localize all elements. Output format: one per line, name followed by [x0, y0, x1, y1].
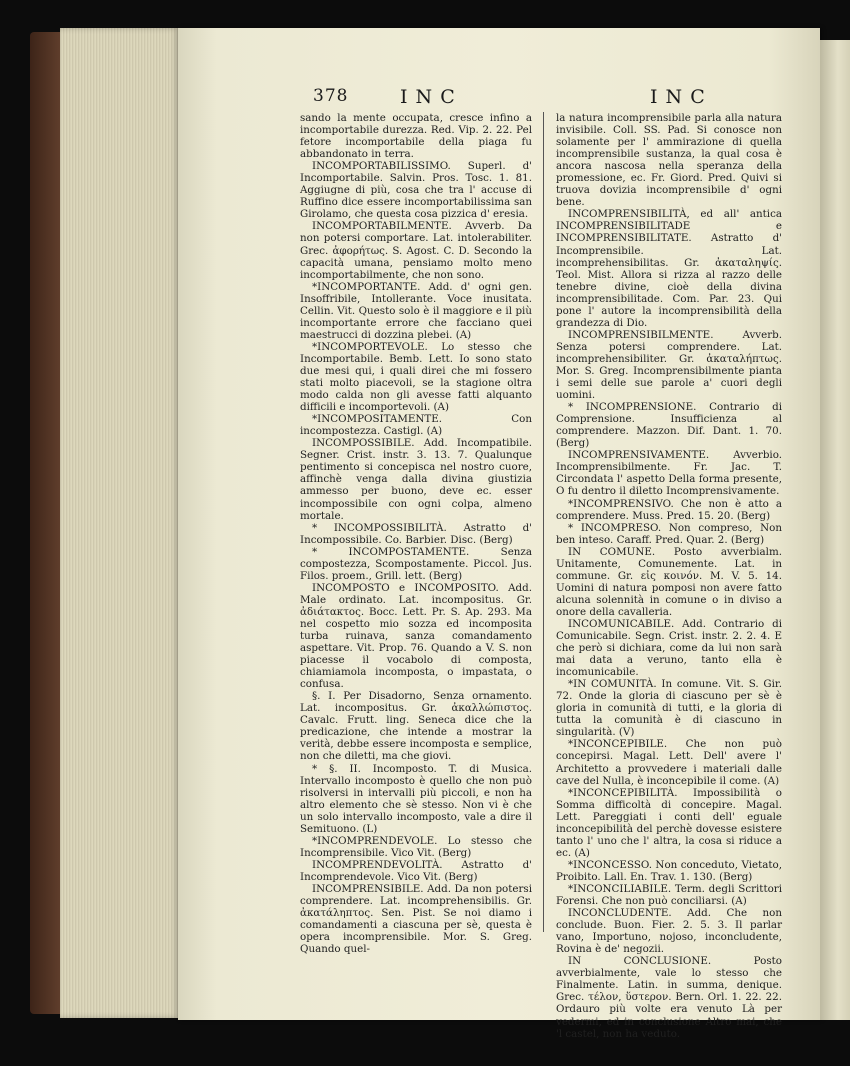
- entry-paragraph: * INCOMPOSSIBILITÀ. Astratto d' Incompossibile. Co. Barbier. Disc. (Berg): [300, 521, 532, 546]
- entry-paragraph: INCOMUNICABILE. Add. Contrario di Comunicabile. Segn. Crist. instr. 2. 2. 4. E che però si dichiara, come da lui non sarà mai data a veruno, tanto ella è incomunicabile.: [556, 617, 782, 679]
- page-number: 378: [313, 86, 349, 106]
- entry-paragraph: *INCONCEPIBILITÀ. Impossibilità o Somma difficoltà di concepire. Magal. Lett. Pareggiati i conti dell' eguale inconcepibilità del perchè dovesse esistere tanto l' uno che l' altra, la cosa si riduce a ec. (A): [556, 786, 782, 859]
- entry-paragraph: *INCONCILIABILE. Term. degli Scrittori Forensi. Che non può conciliarsi. (A): [556, 883, 782, 908]
- entry-paragraph: INCOMPRENDEVOLITÀ. Astratto d' Incomprendevole. Vico Vit. (Berg): [300, 858, 532, 883]
- entry-paragraph: INCOMPRENSIBILITÀ, ed all' antica INCOMPRENSIBILITADE e INCOMPRENSIBILITATE. Astratto d' Incomprensibile. Lat. incomprehensibilitas. Gr. ἀκαταληψίς. Teol. Mist. Allora si rizza al razzo delle tenebre divine, cioè della divina incomprensibilitade. Com. Par. 23. Qui pone l' autore la incomprensibilità della grandezza di Dio.: [556, 208, 782, 329]
- entry-paragraph: *INCOMPORTEVOLE. Lo stesso che Incomportabile. Bemb. Lett. Io sono stato due mesi qui, i quali direi che mi fossero stati molto piacevoli, se la stagione oltra modo calda non gli avesse fatti alquanto difficili e incomportevoli. (A): [300, 340, 532, 414]
- column-rule: [543, 112, 544, 932]
- left-column: [300, 112, 532, 955]
- entry-paragraph: * §. II. Incomposto. T. di Musica. Intervallo incomposto è quello che non può risolversi in intervalli più piccoli, e non ha altro elemento che sè stesso. Non vi è che un solo intervallo incomposto, vale a dire il Semituono. (L): [300, 762, 532, 835]
- entry-paragraph: * INCOMPRENSIONE. Contrario di Comprensione. Insufficienza al comprendere. Mazzon. Dif. Dant. 1. 70. (Berg): [556, 401, 782, 450]
- entry-paragraph: *INCOMPRENSIVO. Che non è atto a comprendere. Muss. Pred. 15. 20. (Berg): [556, 497, 782, 522]
- entry-paragraph: INCOMPORTABILISSIMO. Superl. d' Incomportabile. Salvin. Pros. Tosc. 1. 81. Aggiugne di più, cosa che tra l' accuse di Ruffino dice essere incomportabilissima san Girolamo, che questa cosa pizzica d' eresia.: [300, 160, 532, 221]
- entry-paragraph: IN CONCLUSIONE. Posto avverbialmente, vale lo stesso che Finalmente. Latin. in summa, denique. Grec. τέλον, ὕστερον. Bern. Orl. 1. 22. 22. Ordauro più volte era venuto Là per vedermi, ed in conclusione Altro mai, che 'l castel, non ha veduto.: [556, 955, 782, 1040]
- entry-paragraph: *INCONCESSO. Non conceduto, Vietato, Proibito. Lall. En. Trav. 1. 130. (Berg): [556, 858, 782, 883]
- entry-paragraph: sando la mente occupata, cresce infino a incomportabile durezza. Red. Vip. 2. 22. Pel fetore incomportabile della piaga fu abbandonato in terra.: [300, 112, 532, 161]
- entry-paragraph: INCOMPRENSIBILMENTE. Avverb. Senza potersi comprendere. Lat. incomprehensibiliter. Gr. ἀκαταλήπτως. Mor. S. Greg. Incomprensibilmente pianta i semi delle sue parole a' cuori degli uomini.: [556, 328, 782, 402]
- entry-paragraph: INCOMPOSSIBILE. Add. Incompatibile. Segner. Crist. instr. 3. 13. 7. Qualunque pentimento si concepisca nel nostro cuore, affinchè venga dalla divina giustizia ammesso per buono, deve ec. esser incompossibile con ogni colpa, almeno mortale.: [300, 437, 532, 522]
- entry-paragraph: * INCOMPOSTAMENTE. Senza compostezza, Scompostamente. Piccol. Jus. Filos. proem., Grill. lett. (Berg): [300, 545, 532, 582]
- facing-page-edge: [820, 40, 850, 1020]
- entry-paragraph: *INCOMPRENDEVOLE. Lo stesso che Incomprensibile. Vico Vit. (Berg): [300, 834, 532, 859]
- running-head-left: I N C: [400, 86, 456, 108]
- entry-paragraph: la natura incomprensibile parla alla natura invisibile. Coll. SS. Pad. Si conosce non solamente per l' ammirazione di quella incomprensibile sustanza, la qual cosa è ancora nascosa nella speranza della promessione, ec. Fr. Giord. Pred. Quivi si truova dovizia incomprensibile d' ogni bene.: [556, 112, 782, 209]
- right-column: [556, 112, 782, 1040]
- entry-paragraph: IN COMUNE. Posto avverbialm. Unitamente, Comunemente. Lat. in commune. Gr. εἰς κοινόν. M. V. 5. 14. Uomini di natura pomposi non avere fatto alcuna solennità in comune o in diviso a onore della cavalleria.: [556, 545, 782, 618]
- entry-paragraph: * INCOMPRESO. Non compreso, Non ben inteso. Caraff. Pred. Quar. 2. (Berg): [556, 521, 782, 546]
- entry-paragraph: INCOMPOSTO e INCOMPOSITO. Add. Male ordinato. Lat. incompositus. Gr. ἀδιάτακτος. Bocc. Lett. Pr. S. Ap. 293. Ma nel cospetto mio sozza ed incomposita turba ruinava, sanza comandamento aspettare. Vit. Prop. 76. Quando a V. S. non piacesse il vocabolo di composta, chiamiamola incomposta, o impastata, o confusa.: [300, 581, 532, 691]
- entry-paragraph: INCOMPRENSIVAMENTE. Avverbio. Incomprensibilmente. Fr. Jac. T. Circondata l' aspetto Della forma presente, O fu dentro il diletto Incomprensivamente.: [556, 449, 782, 498]
- entry-paragraph: INCOMPRENSIBILE. Add. Da non potersi comprendere. Lat. incomprehensibilis. Gr. ἀκατάληπτος. Sen. Pist. Se noi diamo i comandamenti a ciascuna per sè, questa è opera incomprensibile. Mor. S. Greg. Quando quel-: [300, 883, 532, 956]
- entry-paragraph: *INCOMPOSITAMENTE. Con incompostezza. Castigl. (A): [300, 413, 532, 438]
- entry-paragraph: *INCONCEPIBILE. Che non può concepirsi. Magal. Lett. Dell' avere l' Architetto a provvedere i materiali dalle cave del Nulla, è inconcepibile il come. (A): [556, 738, 782, 787]
- page-edges: [60, 28, 180, 1018]
- entry-paragraph: INCOMPORTABILMENTE. Avverb. Da non potersi comportare. Lat. intolerabiliter. Grec. ἀφορήτως. S. Agost. C. D. Secondo la capacità umana, pensiamo molto meno incomportabilmente, che non sono.: [300, 220, 532, 281]
- entry-paragraph: *INCOMPORTANTE. Add. d' ogni gen. Insoffribile, Intollerante. Voce inusitata. Cellin. Vit. Questo solo è il maggiore e il più incomportante errore che facciano quei maestrucci di dozzina plebei. (A): [300, 280, 532, 341]
- entry-paragraph: §. I. Per Disadorno, Senza ornamento. Lat. incompositus. Gr. ἀκαλλώπιστος. Cavalc. Frutt. ling. Seneca dice che la predicazione, che intende a mostrar la verità, debbe essere incomposta e semplice, non che diletti, ma che giovi.: [300, 690, 532, 763]
- entry-paragraph: INCONCLUDENTE. Add. Che non conclude. Buon. Fier. 2. 5. 3. Il parlar vano, Importuno, nojoso, inconcludente, Rovina è de' negozii.: [556, 907, 782, 956]
- running-head-right: I N C: [650, 86, 706, 108]
- entry-paragraph: *IN COMUNITÀ. In comune. Vit. S. Gir. 72. Onde la gloria di ciascuno per sè è gloria in comunità di tutti, e la gloria di tutta la comunità è di ciascuno in singularità. (V): [556, 678, 782, 739]
